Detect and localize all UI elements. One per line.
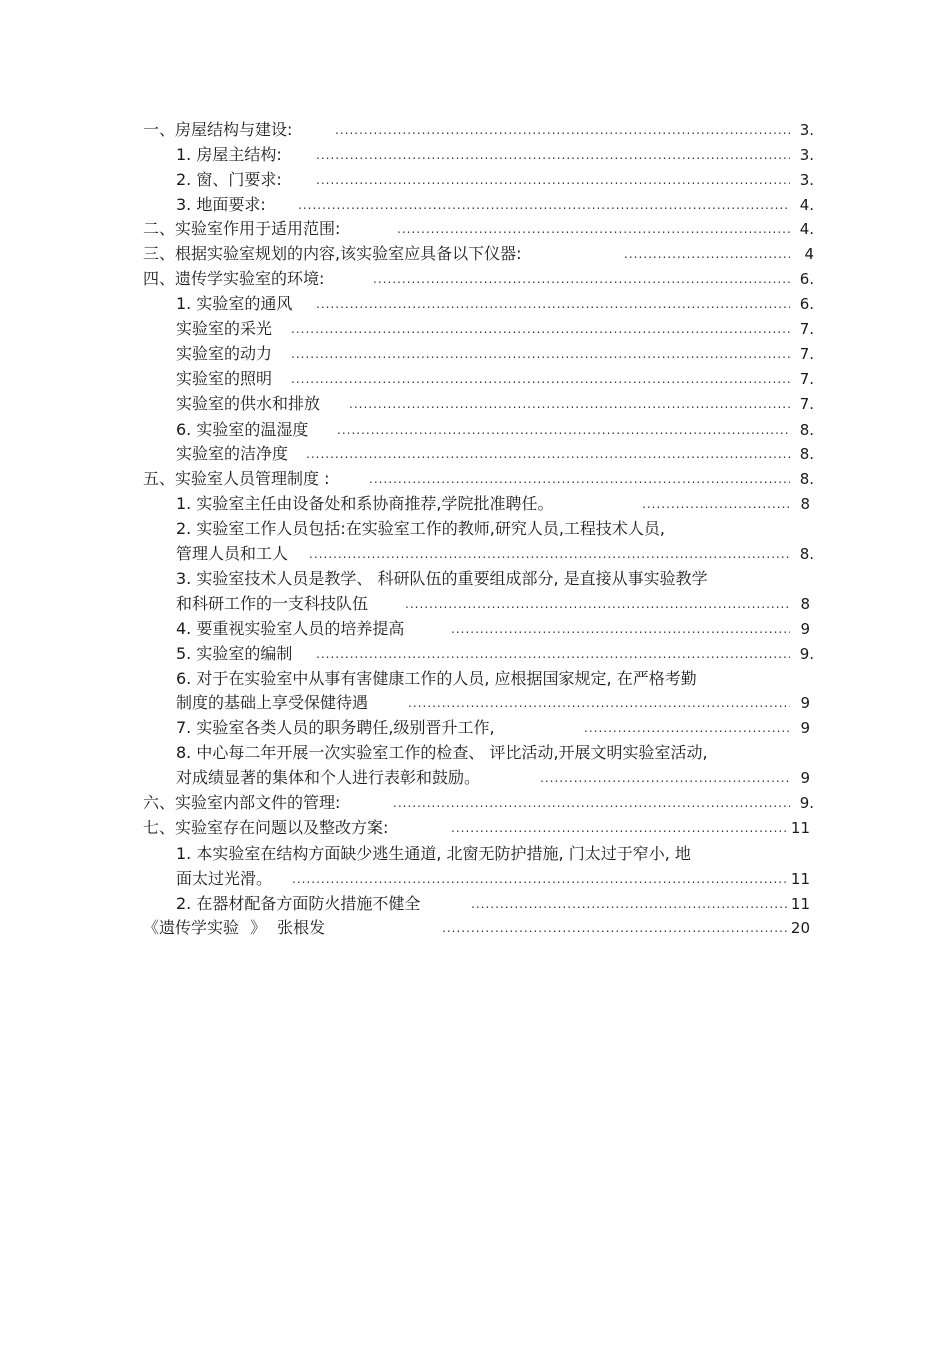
toc-leader-dots [316, 144, 790, 166]
toc-page-number: 8. [799, 470, 814, 488]
toc-entry-text: 2. 实验室工作人员包括:在实验室工作的教师,研究人员,工程技术人员, [176, 519, 666, 538]
toc-entry-text: 对成绩显著的集体和个人进行表彰和鼓励。 [176, 768, 481, 787]
toc-leader-dots [316, 643, 790, 665]
toc-leader-dots [642, 493, 790, 515]
toc-leader-dots [405, 593, 790, 615]
toc-entry-text: 8. 中心每二年开展一次实验室工作的检查、 评比活动,开展文明实验室活动, [176, 743, 708, 762]
toc-entry-text: 2. 在器材配备方面防火措施不健全 [176, 894, 421, 913]
toc-entry-text: 管理人员和工人 [176, 544, 289, 563]
toc-entry-text: 《遗传学实验 》 张根发 [143, 918, 326, 937]
toc-page-number: 11 [790, 819, 810, 837]
toc-entry-text: 2. 窗、门要求: [176, 170, 282, 189]
toc-entry-text: 1. 实验室的通风 [176, 294, 293, 313]
toc-page-number: 4. [799, 196, 814, 214]
toc-leader-dots [298, 194, 790, 216]
toc-leader-dots [349, 393, 790, 415]
toc-page-number: 3. [799, 171, 814, 189]
toc-page-number: 9. [799, 794, 814, 812]
toc-leader-dots [292, 868, 788, 890]
toc-leader-dots [316, 293, 790, 315]
toc-leader-dots [306, 443, 790, 465]
toc-entry-text: 三、根据实验室规划的内容,该实验室应具备以下仪器: [143, 244, 522, 263]
toc-entry-text: 和科研工作的一支科技队伍 [176, 594, 369, 613]
toc-leader-dots [451, 817, 788, 839]
toc-entry-text: 一、房屋结构与建设: [143, 120, 293, 139]
toc-leader-dots [291, 368, 790, 390]
toc-entry-text: 7. 实验室各类人员的职务聘任,级别晋升工作, [176, 718, 495, 737]
toc-page-number: 4 [804, 245, 814, 263]
toc-page-number: 3. [799, 146, 814, 164]
toc-leader-dots [471, 893, 788, 915]
toc-leader-dots [393, 792, 790, 814]
toc-entry-text: 二、实验室作用于适用范围: [143, 219, 341, 238]
toc-entry-text: 实验室的洁净度 [176, 444, 289, 463]
toc-page-number: 9 [800, 769, 810, 787]
toc-page-number: 11 [790, 895, 810, 913]
toc-entry-text: 制度的基础上享受保健待遇 [176, 693, 369, 712]
toc-page-number: 9 [800, 719, 810, 737]
toc-entry-text: 实验室的动力 [176, 344, 273, 363]
toc-entry-text: 3. 地面要求: [176, 195, 266, 214]
toc-leader-dots [584, 717, 790, 739]
toc-leader-dots [337, 419, 790, 441]
toc-entry-text: 5. 实验室的编制 [176, 644, 293, 663]
toc-entry-text: 七、实验室存在问题以及整改方案: [143, 818, 389, 837]
toc-page-number: 9. [799, 645, 814, 663]
toc-entry-text: 面太过光滑。 [176, 869, 273, 888]
toc-page-number: 8 [800, 495, 810, 513]
toc-entry-text: 四、遗传学实验室的环境: [143, 269, 325, 288]
toc-leader-dots [309, 543, 790, 565]
toc-leader-dots [369, 468, 790, 490]
toc-entry-text: 实验室的供水和排放 [176, 394, 321, 413]
toc-leader-dots [442, 917, 788, 939]
toc-page-number: 7. [799, 395, 814, 413]
toc-leader-dots [624, 243, 790, 265]
toc-page-number: 6. [799, 270, 814, 288]
toc-entry-text: 五、实验室人员管理制度 : [143, 469, 330, 488]
toc-leader-dots [540, 767, 790, 789]
toc-leader-dots [397, 218, 790, 240]
toc-page-number: 3. [799, 121, 814, 139]
toc-page-number: 4. [799, 220, 814, 238]
toc-entry-text: 六、实验室内部文件的管理: [143, 793, 341, 812]
toc-entry-text: 4. 要重视实验室人员的培养提高 [176, 619, 405, 638]
toc-leader-dots [408, 692, 790, 714]
toc-entry-text: 6. 实验室的温湿度 [176, 420, 309, 439]
toc-leader-dots [335, 119, 790, 141]
toc-entry-text: 3. 实验室技术人员是教学、 科研队伍的重要组成部分, 是直接从事实验教学 [176, 569, 708, 588]
toc-entry-text: 1. 实验室主任由设备处和系协商推荐,学院批准聘任。 [176, 494, 554, 513]
toc-page-number: 9 [800, 620, 810, 638]
toc-leader-dots [291, 318, 790, 340]
toc-leader-dots [291, 343, 790, 365]
toc-leader-dots [373, 268, 790, 290]
toc-entry-text: 实验室的采光 [176, 319, 273, 338]
toc-entry-text: 1. 本实验室在结构方面缺少逃生通道, 北窗无防护措施, 门太过于窄小, 地 [176, 844, 691, 863]
toc-page-number: 7. [799, 345, 814, 363]
toc-page-number: 8. [799, 421, 814, 439]
toc-page-number: 9 [800, 694, 810, 712]
toc-page-number: 8 [800, 595, 810, 613]
toc-entry-text: 6. 对于在实验室中从事有害健康工作的人员, 应根据国家规定, 在严格考勤 [176, 669, 697, 688]
toc-page-number: 7. [799, 370, 814, 388]
toc-page-number: 11 [790, 870, 810, 888]
toc-entry-text: 1. 房屋主结构: [176, 145, 282, 164]
toc-leader-dots [451, 618, 790, 640]
toc-page-number: 8. [799, 545, 814, 563]
toc-page-number: 7. [799, 320, 814, 338]
toc-entry-text: 实验室的照明 [176, 369, 273, 388]
toc-page-number: 6. [799, 295, 814, 313]
toc-page-number: 8. [799, 445, 814, 463]
toc-page-number: 20 [790, 919, 810, 937]
toc-leader-dots [316, 169, 790, 191]
